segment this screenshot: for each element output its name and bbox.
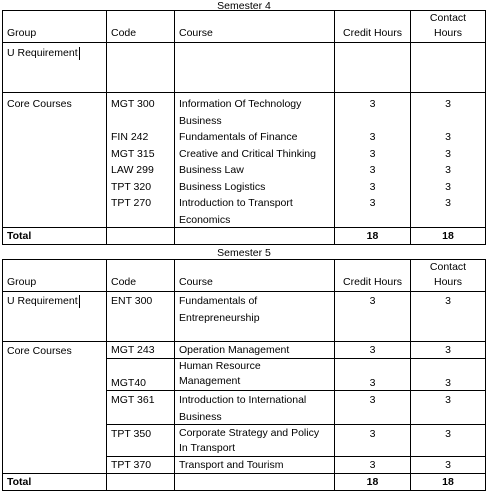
header-credit-hours: Credit Hours [335, 260, 411, 292]
course-name: Information Of Technology [179, 98, 302, 110]
credit-hours-value: 3 [369, 147, 376, 160]
semester-4-title: Semester 4 [217, 0, 271, 12]
header-code: Code [107, 260, 175, 292]
course-name: In Transport [179, 442, 236, 454]
contact-hours-value: 3 [411, 342, 486, 359]
course-name: Fundamentals of [179, 295, 258, 307]
course-name: Economics [179, 213, 231, 226]
credit-hours-value: 3 [335, 342, 411, 359]
credit-hours-value: 3 [369, 180, 376, 193]
contact-hours-value: 3 [411, 425, 486, 457]
u-requirement-code-cell [107, 43, 175, 93]
course-code: TPT 270 [111, 197, 152, 209]
contact-hours-value: 3 [411, 457, 486, 474]
credit-hours-value: 3 [335, 425, 411, 457]
course-name: Introduction to Transport [179, 197, 293, 209]
header-contact-line-1: Contact [429, 261, 467, 273]
total-code-cell [107, 228, 175, 245]
total-credit-hours: 18 [335, 474, 411, 491]
course-name: Fundamentals of Finance [179, 131, 298, 143]
u-requirement-course-cell [175, 43, 335, 93]
course-name: Business Logistics [179, 180, 266, 193]
contact-hours-value: 3 [445, 197, 451, 209]
header-contact-line-1: Contact [429, 12, 467, 24]
course-name: Introduction to International [179, 394, 307, 406]
course-code: TPT 350 [107, 425, 175, 457]
course-code: MGT 243 [107, 342, 175, 359]
header-group: Group [3, 11, 107, 43]
total-contact-hours: 18 [411, 228, 486, 245]
course-code: MGT 361 [107, 391, 175, 425]
header-group: Group [3, 260, 107, 292]
course-code: TPT 370 [107, 457, 175, 474]
total-course-cell [175, 474, 335, 491]
header-code: Code [107, 11, 175, 43]
course-code: MGT 300 [111, 98, 155, 110]
credit-hours-value: 3 [369, 164, 376, 176]
contact-hours-value: 3 [445, 131, 451, 143]
course-code: MGT 315 [111, 147, 155, 160]
ent-code: ENT 300 [107, 292, 175, 342]
core-courses-group: Core Courses [3, 93, 107, 228]
header-contact-hours [411, 260, 486, 292]
ent-contact-hours: 3 [411, 292, 486, 342]
total-label: Total [3, 228, 107, 245]
credit-hours-value: 3 [369, 131, 376, 143]
core-courses-codes [107, 93, 175, 228]
u-requirement-label: U Requirement [7, 295, 78, 307]
credit-hours-value: 3 [335, 457, 411, 474]
course-code: FIN 242 [111, 131, 149, 143]
course-name-cell [175, 425, 335, 457]
total-course-cell [175, 228, 335, 245]
total-credit-hours: 18 [335, 228, 411, 245]
course-name: Creative and Critical Thinking [179, 147, 316, 160]
contact-hours-value: 3 [445, 180, 451, 193]
course-name-cell [175, 359, 335, 391]
semester-5-table [2, 259, 486, 491]
ent-course [175, 292, 335, 342]
course-name: Operation Management [175, 342, 335, 359]
text-cursor [79, 295, 80, 308]
header-contact-hours [411, 11, 486, 43]
credit-hours-value: 3 [369, 98, 376, 110]
contact-hours-value: 3 [445, 164, 451, 176]
header-contact-line-2: Hours [433, 27, 462, 39]
course-name: Corporate Strategy and Policy [179, 427, 320, 439]
course-name: Entrepreneurship [179, 311, 260, 324]
credit-hours-value: 3 [369, 197, 376, 209]
u-requirement-cell[interactable] [3, 43, 107, 93]
credit-hours-spacer [339, 113, 406, 130]
semester-5-title: Semester 5 [217, 247, 271, 259]
course-name: Management [179, 375, 241, 387]
contact-hours-value: 3 [445, 98, 451, 110]
u-requirement-contact-cell [411, 43, 486, 93]
course-name: Business [179, 410, 222, 423]
u-requirement-credit-cell [335, 43, 411, 93]
course-name: Business Law [179, 164, 244, 176]
course-code-spacer [111, 113, 170, 130]
core-courses-contacts [411, 93, 486, 228]
course-name: Human Resource [179, 360, 261, 372]
contact-hours-spacer [415, 113, 481, 130]
course-code: TPT 320 [111, 180, 152, 193]
semester-4-table [2, 10, 486, 245]
u-requirement-label: U Requirement [7, 47, 78, 59]
credit-hours-value: 3 [335, 359, 411, 391]
core-courses-group: Core Courses [3, 342, 107, 474]
total-contact-hours: 18 [411, 474, 486, 491]
credit-hours-value: 3 [335, 391, 411, 425]
contact-hours-value: 3 [445, 147, 451, 160]
ent-credit-hours: 3 [335, 292, 411, 342]
contact-hours-value: 3 [411, 359, 486, 391]
u-requirement-cell[interactable] [3, 292, 107, 342]
course-code: MGT40 [107, 359, 175, 391]
header-contact-line-2: Hours [433, 276, 462, 288]
course-name: Transport and Tourism [175, 457, 335, 474]
header-course: Course [175, 11, 335, 43]
contact-hours-value: 3 [411, 391, 486, 425]
core-courses-names [175, 93, 335, 228]
course-name-cell [175, 391, 335, 425]
text-cursor [79, 47, 80, 60]
header-course: Course [175, 260, 335, 292]
course-name: Business [179, 114, 222, 127]
header-credit-hours: Credit Hours [335, 11, 411, 43]
course-code: LAW 299 [111, 164, 154, 176]
core-courses-credits [335, 93, 411, 228]
total-label: Total [3, 474, 107, 491]
total-code-cell [107, 474, 175, 491]
